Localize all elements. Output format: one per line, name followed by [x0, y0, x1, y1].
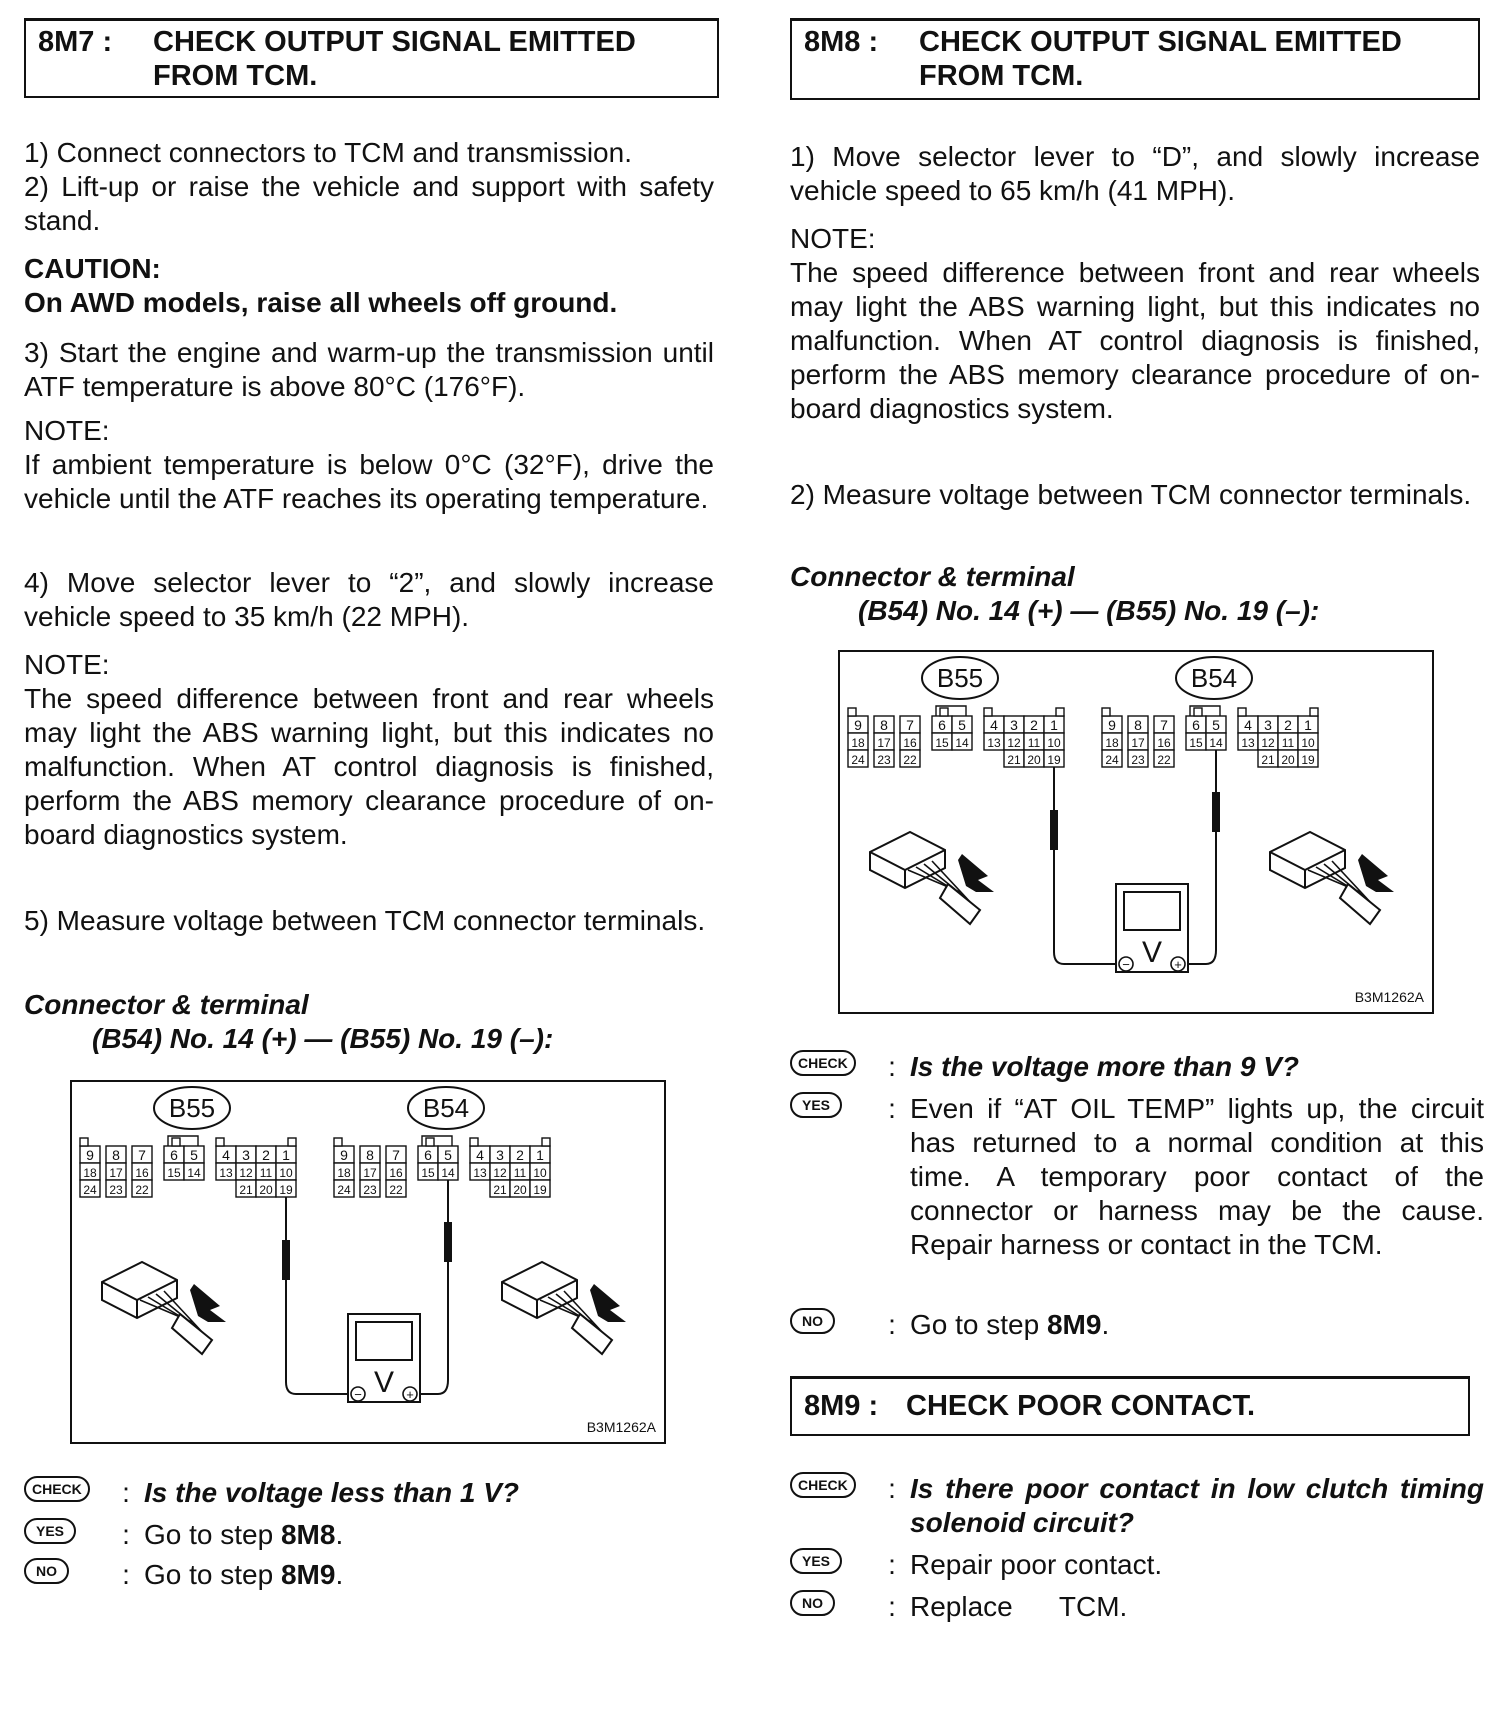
caution-heading: CAUTION:	[24, 253, 161, 284]
instruction-1: 1) Move selector lever to “D”, and slowly increase vehicle speed to 65 km/h (41 MPH).	[790, 141, 1480, 206]
voltmeter-icon	[348, 1314, 420, 1402]
terminal-number: 20	[513, 1183, 527, 1197]
terminal-number: 15	[167, 1166, 181, 1180]
terminal-number: 19	[1301, 753, 1315, 767]
terminal-number: 5	[958, 717, 966, 733]
note-text: The speed difference between front and rear wheels may light the ABS warning light, but this indicates no malfunction. When AT control diagnosis is finished, perform the ABS memory clearance procedure of on-board diagnostics system.	[790, 257, 1480, 424]
terminal-number: 19	[533, 1183, 547, 1197]
locking-tab	[848, 708, 856, 716]
locking-tab	[542, 1138, 550, 1146]
check-icon: CHECK	[24, 1476, 90, 1502]
terminal-number: 4	[990, 717, 998, 733]
terminal-number: 23	[877, 753, 891, 767]
terminal-number: 11	[1027, 736, 1041, 750]
connector-label: B55	[168, 1093, 216, 1123]
connector-b54	[1102, 657, 1318, 767]
terminal-number: 13	[473, 1166, 487, 1180]
connector-plug-icon	[102, 1262, 226, 1354]
answer-check: CHECK : Is the voltage more than 9 V?	[790, 1050, 1490, 1084]
connector-terminal-heading: Connector & terminal	[24, 989, 309, 1020]
plus-sign: +	[406, 1387, 414, 1402]
step-header-8m9	[790, 1376, 1470, 1436]
terminal-number: 22	[903, 753, 917, 767]
terminal-number: 18	[83, 1166, 97, 1180]
locking-tab	[1194, 708, 1202, 716]
no-step-link: 8M9	[280, 1559, 336, 1590]
terminal-number: 9	[86, 1147, 94, 1163]
terminal-number: 7	[138, 1147, 146, 1163]
terminal-number: 15	[1189, 736, 1203, 750]
voltmeter-label: V	[373, 1366, 395, 1399]
terminal-number: 3	[496, 1147, 504, 1163]
terminal-number: 17	[363, 1166, 377, 1180]
terminal-number: 1	[536, 1147, 544, 1163]
connector-plug-icon	[502, 1262, 626, 1354]
minus-sign: −	[354, 1387, 362, 1402]
terminal-number: 17	[109, 1166, 123, 1180]
terminal-number: 6	[170, 1147, 178, 1163]
yes-icon: YES	[790, 1548, 842, 1574]
connector-label: B55	[936, 663, 984, 693]
probe-left	[282, 1240, 290, 1280]
connector-plug-icon	[1270, 832, 1394, 924]
connector-b55	[848, 657, 1064, 767]
terminal-number: 10	[533, 1166, 547, 1180]
connector-terminal-heading: Connector & terminal	[790, 561, 1075, 592]
yes-text: Repair poor contact.	[910, 1549, 1163, 1580]
step-title: CHECK POOR CONTACT.	[906, 1390, 1256, 1422]
check-question: Is the voltage more than 9 V?	[910, 1051, 1299, 1082]
terminal-number: 15	[421, 1166, 435, 1180]
terminal-number: 20	[1281, 753, 1295, 767]
terminal-number: 18	[851, 736, 865, 750]
terminal-number: 16	[903, 736, 917, 750]
terminal-number: 12	[1007, 736, 1021, 750]
locking-tab	[1310, 708, 1318, 716]
no-text: Replace TCM.	[910, 1591, 1128, 1622]
no-icon: NO	[24, 1558, 69, 1584]
terminal-number: 9	[1108, 717, 1116, 733]
probe-right	[444, 1222, 452, 1262]
figure-code: B3M1262A	[1354, 989, 1424, 1005]
locking-tab	[940, 708, 948, 716]
note-text-2: The speed difference between front and rear wheels may light the ABS warning light, but this indicates no malfunction. When AT control diagnosis is finished, perform the ABS memory clearance procedure of on-board diagnostics system.	[24, 683, 714, 850]
figure-code: B3M1262A	[586, 1419, 656, 1435]
no-text: Go to step	[144, 1559, 281, 1590]
terminal-number: 21	[493, 1183, 507, 1197]
terminal-number: 7	[906, 717, 914, 733]
terminal-number: 12	[239, 1166, 253, 1180]
terminal-number: 4	[222, 1147, 230, 1163]
terminal-number: 6	[938, 717, 946, 733]
terminal-number: 19	[279, 1183, 293, 1197]
terminal-number: 17	[877, 736, 891, 750]
terminal-number: 8	[1134, 717, 1142, 733]
terminal-number: 13	[219, 1166, 233, 1180]
answer-no: NO : Go to step 8M9.	[790, 1308, 1490, 1342]
terminal-number: 18	[337, 1166, 351, 1180]
terminal-number: 3	[1264, 717, 1272, 733]
terminal-number: 10	[1301, 736, 1315, 750]
answer-no: NO : Go to step 8M9.	[24, 1558, 724, 1592]
terminal-number: 12	[1261, 736, 1275, 750]
terminal-number: 21	[1261, 753, 1275, 767]
terminal-number: 14	[441, 1166, 455, 1180]
instruction-3: 3) Start the engine and warm-up the transmission until ATF temperature is above 80°C (176°F).	[24, 337, 714, 402]
terminal-number: 23	[109, 1183, 123, 1197]
connector-b55	[80, 1087, 296, 1197]
check-icon: CHECK	[790, 1050, 856, 1076]
terminal-number: 16	[135, 1166, 149, 1180]
step-id: 8M8 :	[804, 26, 879, 58]
terminal-number: 1	[1304, 717, 1312, 733]
terminal-number: 3	[242, 1147, 250, 1163]
terminal-number: 24	[1105, 753, 1119, 767]
note-heading: NOTE:	[24, 415, 110, 446]
arrow-icon	[590, 1284, 626, 1322]
terminal-number: 5	[444, 1147, 452, 1163]
terminal-number: 1	[1050, 717, 1058, 733]
locking-tab	[1056, 708, 1064, 716]
arrow-icon	[190, 1284, 226, 1322]
connector-diagram-svg	[840, 652, 1432, 1012]
no-step-link: 8M9	[1046, 1309, 1102, 1340]
no-icon: NO	[790, 1590, 835, 1616]
terminal-number: 2	[1030, 717, 1038, 733]
right-column	[790, 0, 1490, 1728]
answer-yes: YES : Repair poor contact.	[790, 1548, 1490, 1582]
terminal-number: 24	[83, 1183, 97, 1197]
connector-label: B54	[1190, 663, 1238, 693]
answer-yes: YES : Even if “AT OIL TEMP” lights up, the circuit has returned to a normal condition at this time. A temporary poor contact of the connector or harness may be the cause. Repair harness or contact in the TCM.	[790, 1092, 1490, 1262]
step-header-8m8	[790, 18, 1480, 100]
arrow-icon	[958, 854, 994, 892]
terminal-number: 16	[1157, 736, 1171, 750]
terminal-number: 21	[1007, 753, 1021, 767]
terminal-number: 10	[279, 1166, 293, 1180]
terminal-number: 2	[262, 1147, 270, 1163]
terminal-number: 7	[1160, 717, 1168, 733]
terminal-number: 6	[424, 1147, 432, 1163]
yes-icon: YES	[790, 1092, 842, 1118]
locking-tab	[470, 1138, 478, 1146]
terminal-number: 24	[851, 753, 865, 767]
yes-text: Even if “AT OIL TEMP” lights up, the circuit has returned to a normal condition at this time. A temporary poor contact of the connector or harness may be the cause. Repair harness or contact in the TCM.	[910, 1093, 1484, 1260]
terminal-number: 5	[190, 1147, 198, 1163]
answer-check: CHECK : Is there poor contact in low clutch timing solenoid circuit?	[790, 1472, 1490, 1540]
terminal-number: 4	[476, 1147, 484, 1163]
note-heading: NOTE:	[790, 223, 876, 254]
terminal-number: 5	[1212, 717, 1220, 733]
locking-tab	[288, 1138, 296, 1146]
terminal-number: 2	[516, 1147, 524, 1163]
terminal-number: 21	[239, 1183, 253, 1197]
plus-sign: +	[1174, 957, 1182, 972]
terminal-number: 11	[1281, 736, 1295, 750]
step-title: CHECK OUTPUT SIGNAL EMITTED FROM TCM.	[919, 26, 1402, 92]
terminal-number: 23	[1131, 753, 1145, 767]
locking-tab	[172, 1138, 180, 1146]
locking-tab	[1102, 708, 1110, 716]
note-text: If ambient temperature is below 0°C (32°F), drive the vehicle until the ATF reaches its operating temperature.	[24, 449, 714, 514]
locking-tab	[1238, 708, 1246, 716]
connector-plug-icon	[870, 832, 994, 924]
terminal-number: 8	[880, 717, 888, 733]
left-column	[24, 0, 724, 1728]
connector-b54	[334, 1087, 550, 1197]
caution-text: On AWD models, raise all wheels off ground.	[24, 287, 618, 318]
instruction-4: 4) Move selector lever to “2”, and slowly increase vehicle speed to 35 km/h (22 MPH).	[24, 567, 714, 632]
terminal-number: 13	[987, 736, 1001, 750]
terminal-number: 22	[1157, 753, 1171, 767]
terminal-number: 11	[513, 1166, 527, 1180]
instruction-5: 5) Measure voltage between TCM connector terminals.	[24, 905, 706, 936]
terminal-number: 14	[187, 1166, 201, 1180]
locking-tab	[80, 1138, 88, 1146]
connector-diagram-svg	[72, 1082, 664, 1442]
locking-tab	[426, 1138, 434, 1146]
voltmeter-label: V	[1141, 936, 1163, 969]
no-text: Go to step	[910, 1309, 1047, 1340]
check-icon: CHECK	[790, 1472, 856, 1498]
terminal-number: 15	[935, 736, 949, 750]
connector-terminal-spec: (B54) No. 14 (+) — (B55) No. 19 (–):	[858, 595, 1320, 626]
terminal-number: 18	[1105, 736, 1119, 750]
terminal-number: 10	[1047, 736, 1061, 750]
connector-label: B54	[422, 1093, 470, 1123]
yes-text: Go to step	[144, 1519, 281, 1550]
terminal-number: 11	[259, 1166, 273, 1180]
instruction-1: 1) Connect connectors to TCM and transmission.	[24, 137, 632, 168]
locking-tab	[984, 708, 992, 716]
step-id: 8M7 :	[38, 26, 113, 58]
locking-tab	[216, 1138, 224, 1146]
connector-diagram	[70, 1080, 666, 1444]
probe-left	[1050, 810, 1058, 850]
terminal-number: 14	[1209, 736, 1223, 750]
yes-icon: YES	[24, 1518, 76, 1544]
probe-right	[1212, 792, 1220, 832]
terminal-number: 9	[340, 1147, 348, 1163]
step-id: 8M9 :	[804, 1390, 879, 1422]
terminal-number: 20	[259, 1183, 273, 1197]
terminal-number: 20	[1027, 753, 1041, 767]
voltmeter-icon	[1116, 884, 1188, 972]
terminal-number: 7	[392, 1147, 400, 1163]
terminal-number: 3	[1010, 717, 1018, 733]
locking-tab	[334, 1138, 342, 1146]
instruction-2: 2) Lift-up or raise the vehicle and support with safety stand.	[24, 171, 714, 236]
note-heading-2: NOTE:	[24, 649, 110, 680]
answer-no: NO : Replace TCM.	[790, 1590, 1490, 1624]
terminal-number: 24	[337, 1183, 351, 1197]
terminal-number: 19	[1047, 753, 1061, 767]
terminal-number: 2	[1284, 717, 1292, 733]
check-question: Is there poor contact in low clutch timing solenoid circuit?	[910, 1473, 1484, 1538]
yes-step-link: 8M8	[280, 1519, 336, 1550]
terminal-number: 22	[135, 1183, 149, 1197]
terminal-number: 4	[1244, 717, 1252, 733]
step-title: CHECK OUTPUT SIGNAL EMITTED FROM TCM.	[153, 26, 636, 92]
answer-check: CHECK : Is the voltage less than 1 V?	[24, 1476, 724, 1510]
terminal-number: 13	[1241, 736, 1255, 750]
minus-sign: −	[1122, 957, 1130, 972]
terminal-number: 12	[493, 1166, 507, 1180]
terminal-number: 9	[854, 717, 862, 733]
terminal-number: 22	[389, 1183, 403, 1197]
terminal-number: 17	[1131, 736, 1145, 750]
connector-terminal-spec: (B54) No. 14 (+) — (B55) No. 19 (–):	[92, 1023, 554, 1054]
terminal-number: 16	[389, 1166, 403, 1180]
no-icon: NO	[790, 1308, 835, 1334]
instruction-2: 2) Measure voltage between TCM connector terminals.	[790, 479, 1472, 510]
check-question: Is the voltage less than 1 V?	[144, 1477, 520, 1508]
terminal-number: 1	[282, 1147, 290, 1163]
terminal-number: 14	[955, 736, 969, 750]
terminal-number: 8	[366, 1147, 374, 1163]
terminal-number: 23	[363, 1183, 377, 1197]
connector-diagram	[838, 650, 1434, 1014]
step-header-8m7	[24, 18, 719, 98]
answer-yes: YES : Go to step 8M8.	[24, 1518, 724, 1552]
arrow-icon	[1358, 854, 1394, 892]
terminal-number: 8	[112, 1147, 120, 1163]
terminal-number: 6	[1192, 717, 1200, 733]
